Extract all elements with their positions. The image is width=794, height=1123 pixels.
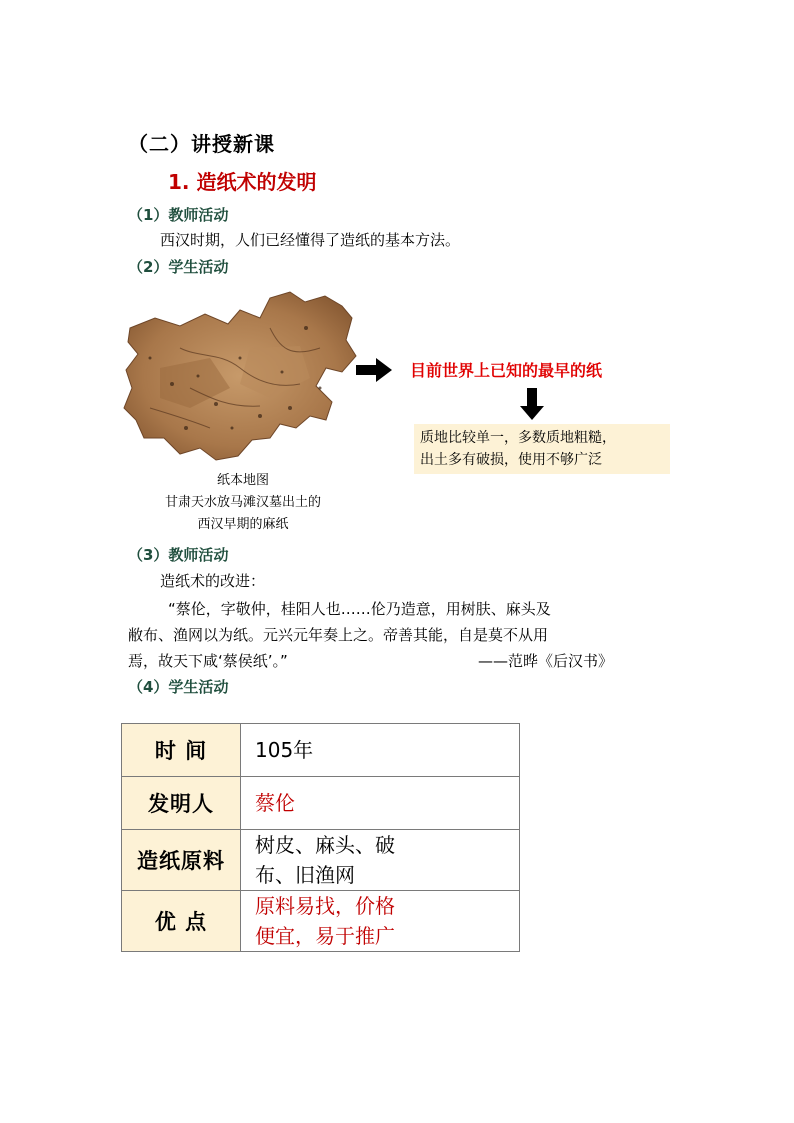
table-row	[122, 724, 520, 777]
advantages-line-1: 原料易找，价格	[255, 894, 395, 918]
table-row	[122, 891, 520, 952]
paper-map-image	[120, 288, 358, 466]
paper-notes-box	[414, 424, 670, 474]
quote-source: ——范晔《后汉书》	[478, 652, 614, 670]
row-value-advantages	[241, 891, 520, 952]
row-key-inventor: 发明人	[122, 777, 241, 830]
topic-title: 1. 造纸术的发明	[168, 170, 317, 194]
arrow-right-icon	[356, 358, 392, 386]
table-row	[122, 830, 520, 891]
row-key-materials: 造纸原料	[122, 830, 241, 891]
earliest-paper-heading: 目前世界上已知的最早的纸	[410, 361, 603, 380]
map-caption	[128, 470, 358, 536]
invention-facts-table	[121, 723, 520, 952]
note-line-1: 质地比较单一，多数质地粗糙，	[420, 430, 616, 446]
activity-3-text: 造纸术的改进：	[160, 572, 266, 590]
row-key-advantages: 优 点	[122, 891, 241, 952]
note-line-2: 出土多有破损，使用不够广泛	[420, 452, 602, 468]
caption-line-1: 纸本地图	[216, 473, 269, 488]
row-value-materials	[241, 830, 520, 891]
row-key-time: 时 间	[122, 724, 241, 777]
activity-3-label: （3）教师活动	[128, 546, 229, 564]
advantages-line-2: 便宜，易于推广	[255, 924, 395, 948]
activity-1-label: （1）教师活动	[128, 206, 229, 224]
hou-hanshu-quote	[128, 596, 688, 674]
quote-line-1: “蔡伦，字敬仲，桂阳人也……伦乃造意，用树肤、麻头及	[168, 600, 551, 618]
caption-line-3: 西汉早期的麻纸	[197, 517, 289, 532]
activity-1-text: 西汉时期，人们已经懂得了造纸的基本方法。	[160, 231, 461, 249]
materials-line-1: 树皮、麻头、破	[255, 833, 395, 857]
materials-line-2: 布、旧渔网	[255, 863, 355, 887]
quote-line-3-row	[128, 648, 688, 674]
quote-line-3: 焉，故天下咸‘蔡侯纸’。”	[128, 652, 288, 670]
arrow-down-icon	[520, 388, 544, 424]
table-row	[122, 777, 520, 830]
row-value-time: 105年	[241, 724, 520, 777]
quote-line-2: 敝布、渔网以为纸。元兴元年奏上之。帝善其能，自是莫不从用	[128, 626, 549, 644]
activity-4-label: （4）学生活动	[128, 678, 229, 696]
section-title: （二）讲授新课	[128, 132, 275, 156]
activity-2-label: （2）学生活动	[128, 258, 229, 276]
caption-line-2: 甘肃天水放马滩汉墓出土的	[164, 495, 321, 510]
row-value-inventor: 蔡伦	[241, 777, 520, 830]
